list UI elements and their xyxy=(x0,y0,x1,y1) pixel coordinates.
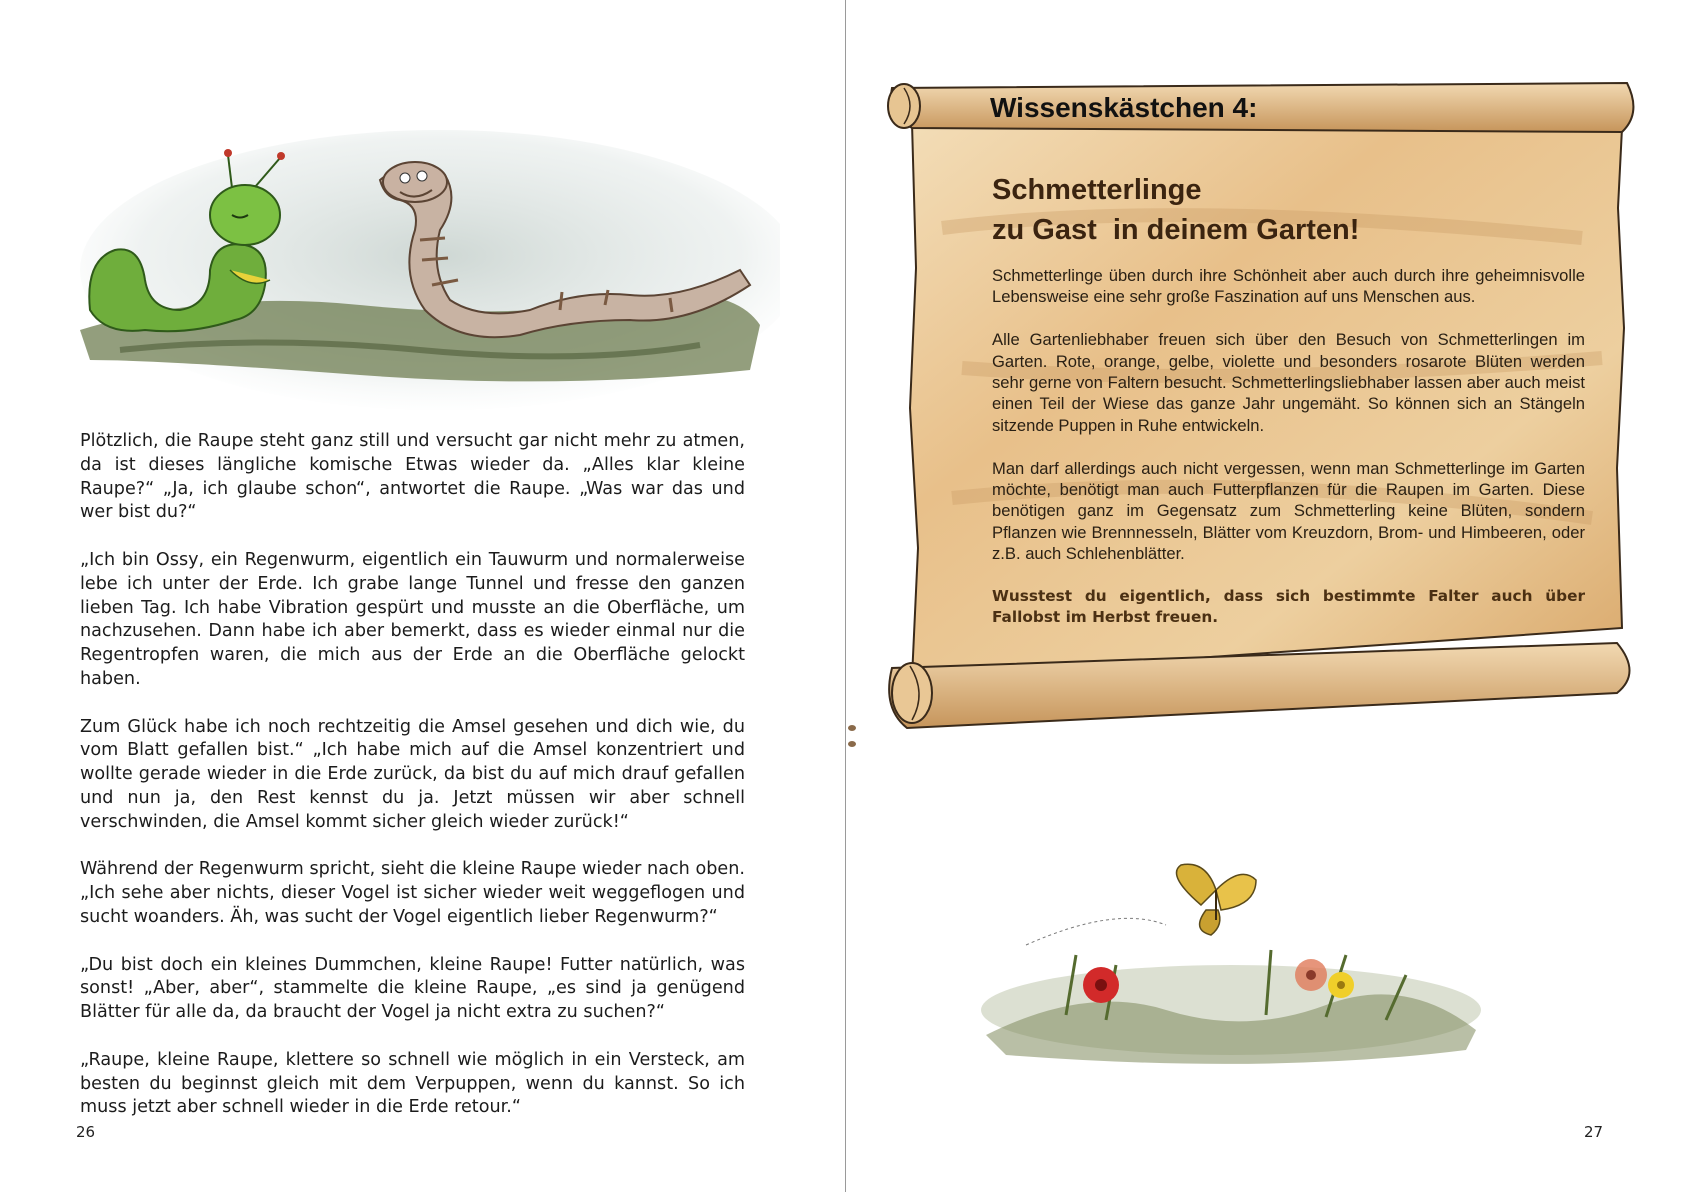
box-paragraph: Man darf allerdings auch nicht vergessen, wenn man Schmetterlinge im Garten möchte, benötigt man auch Futterpflanzen für die Raupen im Garten. Diese benötigen ganz im Gegensatz zum Schmetterling keine Blüten, sondern Pflanzen wie Brennnesseln, Blätter vom Kreuzdorn, Brom- und Himbeeren, oder z.B. auch Schlehenblätter. xyxy=(992,458,1585,564)
decorative-dots xyxy=(846,720,866,760)
page-number-left: 26 xyxy=(76,1123,96,1141)
box-paragraph: Alle Gartenliebhaber freuen sich über den Besuch von Schmetterlingen im Garten. Rote, orange, gelbe, violette und besonders rosarote Blüten werden sehr gerne von Faltern besucht. Schmetterlingsliebhaber lassen aber auch meist einen Teil der Wiese das ganze Jahr ungemäht. So können sich an Stängeln sitzende Puppen in Ruhe entwickeln. xyxy=(992,330,1585,435)
box-title-line: zu Gast in deinem Garten! xyxy=(992,214,1360,246)
butterfly-figure xyxy=(1177,864,1257,935)
box-paragraph: Schmetterlinge üben durch ihre Schönheit aber auch durch ihre geheimnisvolle Lebensweise eine sehr große Faszination auf uns Menschen aus. xyxy=(992,266,1585,307)
story-paragraph: „Du bist doch ein kleines Dummchen, kleine Raupe! Futter natürlich, was sonst! „Aber, aber“, stammelte die kleine Raupe, „es sind ja genügend Blätter für alle da, da braucht der Vogel ja nicht extra zu suchen?“ xyxy=(80,954,745,1023)
page-number-right: 27 xyxy=(1584,1123,1604,1141)
flower-pink xyxy=(1295,959,1327,991)
story-paragraph: „Ich bin Ossy, ein Regenwurm, eigentlich ein Tauwurm und normalerweise lebe ich unter der Erde. Ich grabe lange Tunnel und fresse den ganzen lieben Tag. Ich habe Vibration gespürt und musste an die Oberfläche, um nachzusehen. Dann habe ich aber bemerkt, dass es wieder einmal nur die Regentropfen waren, die mich aus der Erde an die Oberfläche gelockt haben. xyxy=(80,549,745,689)
box-fact: Wusstest du eigentlich, dass sich bestimmte Falter auch über Fallobst im Herbst freuen. xyxy=(992,587,1585,627)
knowledge-box-body xyxy=(992,265,1585,650)
story-paragraph: Plötzlich, die Raupe steht ganz still und versucht gar nicht mehr zu atmen, da ist dieses längliche komische Etwas wieder da. „Alles klar kleine Raupe?“ „Ja, ich glaube schon“, antwortet die Raupe. „Was war das und wer bist du?“ xyxy=(80,431,745,523)
story-paragraph: Zum Glück habe ich noch rechtzeitig die Amsel gesehen und dich wie, du vom Blatt gefallen bist.“ „Ich habe mich auf die Amsel konzentriert und wollte gerade wieder in die Erde zurück, da bist du auf mich drauf gefallen und nun ja, den Rest kennst du ja. Jetzt müssen wir aber schnell verschwinden, die Amsel kommt sicher gleich wieder zurück!“ xyxy=(80,716,745,832)
flower-yellow xyxy=(1328,972,1354,998)
right-page xyxy=(846,0,1686,1192)
story-text xyxy=(80,430,745,1144)
flower-red xyxy=(1083,967,1119,1003)
butterfly-meadow-illustration xyxy=(966,835,1496,1075)
story-paragraph: Während der Regenwurm spricht, sieht die kleine Raupe wieder nach oben. „Ich sehe aber nichts, dieser Vogel ist sicher wieder weit weggeflogen und sucht woanders. Äh, was sucht der Vogel eigentlich lieber Regenwurm?“ xyxy=(80,859,745,927)
box-title-line: Schmetterlinge xyxy=(992,174,1202,206)
knowledge-box-heading: Wissenskästchen 4: xyxy=(990,92,1258,123)
story-paragraph: „Raupe, kleine Raupe, klettere so schnell wie möglich in ein Versteck, am besten du beginnst gleich mit dem Verpuppen, wenn du kannst. So ich muss jetzt aber schnell wieder in die Erde retour.“ xyxy=(80,1049,745,1118)
caterpillar-earthworm-illustration xyxy=(60,120,780,420)
knowledge-box-title xyxy=(992,170,1592,250)
